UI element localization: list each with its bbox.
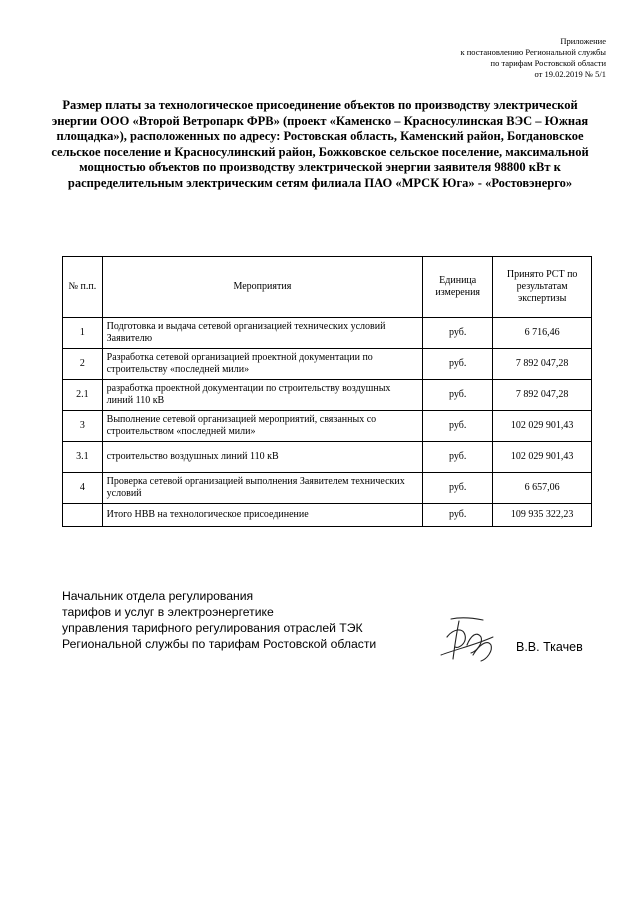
row-num: 3.1 — [63, 442, 103, 473]
header-value: Принято РСТ по результатам экспертизы — [493, 257, 592, 318]
table-row — [63, 318, 592, 349]
row-name: Выполнение сетевой организацией мероприятий, связанных со строительством «последней мили» — [102, 411, 422, 442]
row-num: 1 — [63, 318, 103, 349]
appendix-line: от 19.02.2019 № 5/1 — [534, 69, 606, 79]
row-value: 7 892 047,28 — [493, 349, 592, 380]
header-unit: Единица измерения — [423, 257, 493, 318]
table-row — [63, 349, 592, 380]
row-num — [63, 504, 103, 527]
appendix-line: Приложение — [560, 36, 606, 46]
row-name: Разработка сетевой организацией проектной документации по строительству «последней мили» — [102, 349, 422, 380]
row-unit: руб. — [423, 504, 493, 527]
row-value: 6 716,46 — [493, 318, 592, 349]
row-unit: руб. — [423, 318, 493, 349]
handwritten-signature — [437, 615, 497, 665]
signer-name: В.В. Ткачев — [516, 640, 583, 654]
header-name: Мероприятия — [102, 257, 422, 318]
signature-block — [62, 588, 462, 652]
row-num: 3 — [63, 411, 103, 442]
row-value: 102 029 901,43 — [493, 411, 592, 442]
appendix-line: по тарифам Ростовской области — [490, 58, 606, 68]
row-value: 7 892 047,28 — [493, 380, 592, 411]
row-value: 102 029 901,43 — [493, 442, 592, 473]
table-row — [63, 442, 592, 473]
row-unit: руб. — [423, 473, 493, 504]
table-header-row — [63, 257, 592, 318]
signer-position-line: управления тарифного регулирования отраслей ТЭК — [62, 621, 363, 635]
cost-table — [62, 256, 592, 527]
row-name: разработка проектной документации по строительству воздушных линий 110 кВ — [102, 380, 422, 411]
row-unit: руб. — [423, 411, 493, 442]
row-name: Подготовка и выдача сетевой организацией технических условий Заявителю — [102, 318, 422, 349]
row-value: 6 657,06 — [493, 473, 592, 504]
row-num: 4 — [63, 473, 103, 504]
signer-position-line: тарифов и услуг в электроэнергетике — [62, 605, 274, 619]
signer-position-line: Региональной службы по тарифам Ростовской области — [62, 637, 377, 651]
row-value: 109 935 322,23 — [493, 504, 592, 527]
signer-position-line: Начальник отдела регулирования — [62, 589, 254, 603]
document-title: Размер платы за технологическое присоединение объектов по производству электрической энергии ООО «Второй Ветропарк ФРВ» (проект «Каменско – Красносулинская ВЭС – Южная площадка»), расположенных по адресу: Ростовская область, Каменский район, Богдановское сельское поселение и Красносулинский район, Божковское сельское поселение, максимальной мощностью объектов по производству электрической энергии заявителя 98800 кВт к распределительным электрическим сетям филиала ПАО «МРСК Юга» - «Ростовэнерго» — [51, 98, 589, 190]
row-name: Проверка сетевой организацией выполнения Заявителем технических условий — [102, 473, 422, 504]
appendix-header — [366, 36, 606, 80]
table-total-row — [63, 504, 592, 527]
row-unit: руб. — [423, 442, 493, 473]
row-unit: руб. — [423, 349, 493, 380]
table-row — [63, 411, 592, 442]
row-unit: руб. — [423, 380, 493, 411]
header-num: № п.п. — [63, 257, 103, 318]
row-name: строительство воздушных линий 110 кВ — [102, 442, 422, 473]
row-num: 2.1 — [63, 380, 103, 411]
table-row — [63, 473, 592, 504]
appendix-line: к постановлению Региональной службы — [460, 47, 606, 57]
row-num: 2 — [63, 349, 103, 380]
row-name: Итого НВВ на технологическое присоединение — [102, 504, 422, 527]
table-row — [63, 380, 592, 411]
